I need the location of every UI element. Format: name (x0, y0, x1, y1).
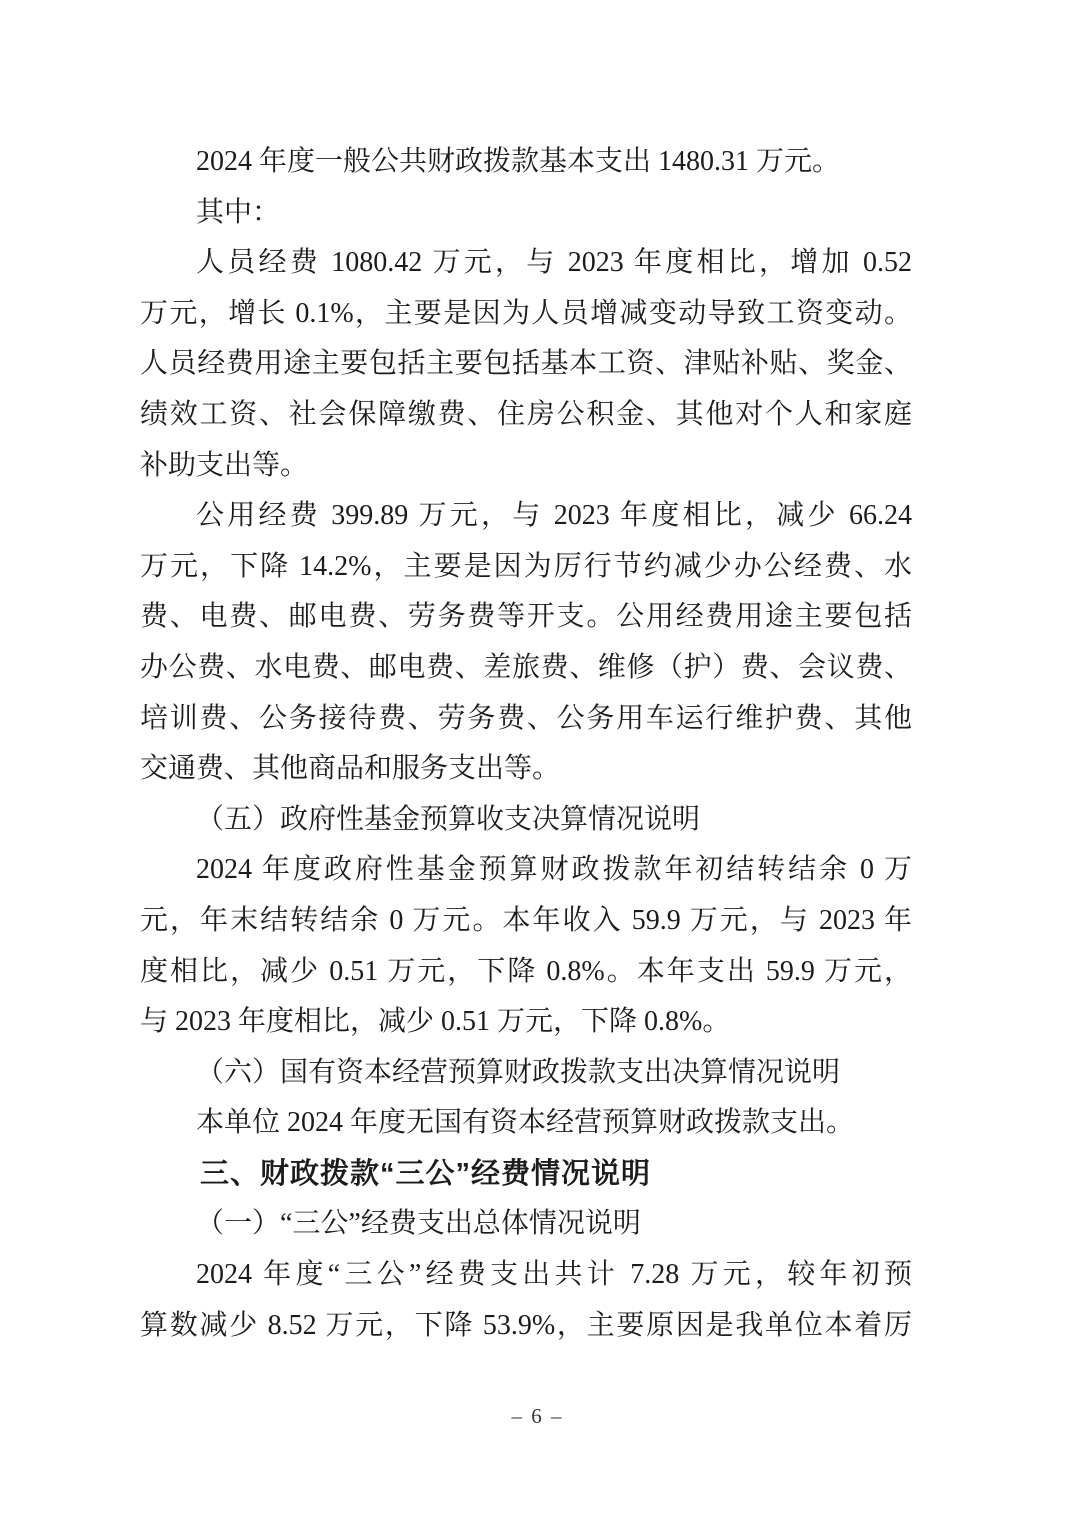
body-line: 与 2023 年度相比，减少 0.51 万元，下降 0.8%。 (140, 1006, 731, 1038)
body-line: 2024 年度一般公共财政拨款基本支出 1480.31 万元。 (196, 146, 841, 177)
subsection-heading-6: （六）国有资本经营预算财政拨款支出决算情况说明 (196, 1056, 841, 1088)
body-line: 本单位 2024 年度无国有资本经营预算财政拨款支出。 (196, 1107, 855, 1139)
document-body (140, 137, 912, 1351)
body-line: 2024 年度政府性基金预算财政拨款年初结转结余 0 万 (196, 854, 912, 886)
subsection-heading-1: （一）“三公”经费支出总体情况说明 (196, 1208, 641, 1240)
body-line: 其中： (196, 196, 281, 228)
page-number: – 6 – (511, 1404, 564, 1428)
page-footer (0, 1404, 1075, 1429)
body-line: 人员经费用途主要包括主要包括基本工资、津贴补贴、奖金、 (140, 348, 912, 380)
body-line: 万元，下降 14.2%，主要是因为厉行节约减少办公经费、水 (140, 550, 912, 582)
body-line: 绩效工资、社会保障缴费、住房公积金、其他对个人和家庭 (140, 398, 912, 430)
body-line: 费、电费、邮电费、劳务费等开支。公用经费用途主要包括 (140, 601, 912, 633)
body-line: 2024 年度“三公”经费支出共计 7.28 万元，较年初预 (196, 1259, 912, 1291)
body-line: 万元，增长 0.1%，主要是因为人员增减变动导致工资变动。 (140, 297, 912, 329)
body-line: 度相比，减少 0.51 万元，下降 0.8%。本年支出 59.9 万元， (140, 955, 912, 987)
body-line: 补助支出等。 (140, 449, 309, 481)
body-line: 公用经费 399.89 万元，与 2023 年度相比，减少 66.24 (196, 500, 912, 532)
body-line: 元，年末结转结余 0 万元。本年收入 59.9 万元，与 2023 年 (140, 904, 912, 936)
body-line: 培训费、公务接待费、劳务费、公务用车运行维护费、其他 (140, 702, 912, 734)
body-line: 交通费、其他商品和服务支出等。 (140, 753, 561, 785)
body-line: 办公费、水电费、邮电费、差旅费、维修（护）费、会议费、 (140, 651, 912, 683)
body-line: 人员经费 1080.42 万元，与 2023 年度相比，增加 0.52 (196, 247, 912, 279)
section-heading-3: 三、财政拨款“三公”经费情况说明 (200, 1157, 652, 1190)
body-line: 算数减少 8.52 万元，下降 53.9%，主要原因是我单位本着厉 (140, 1309, 912, 1341)
subsection-heading-5: （五）政府性基金预算收支决算情况说明 (196, 803, 701, 835)
